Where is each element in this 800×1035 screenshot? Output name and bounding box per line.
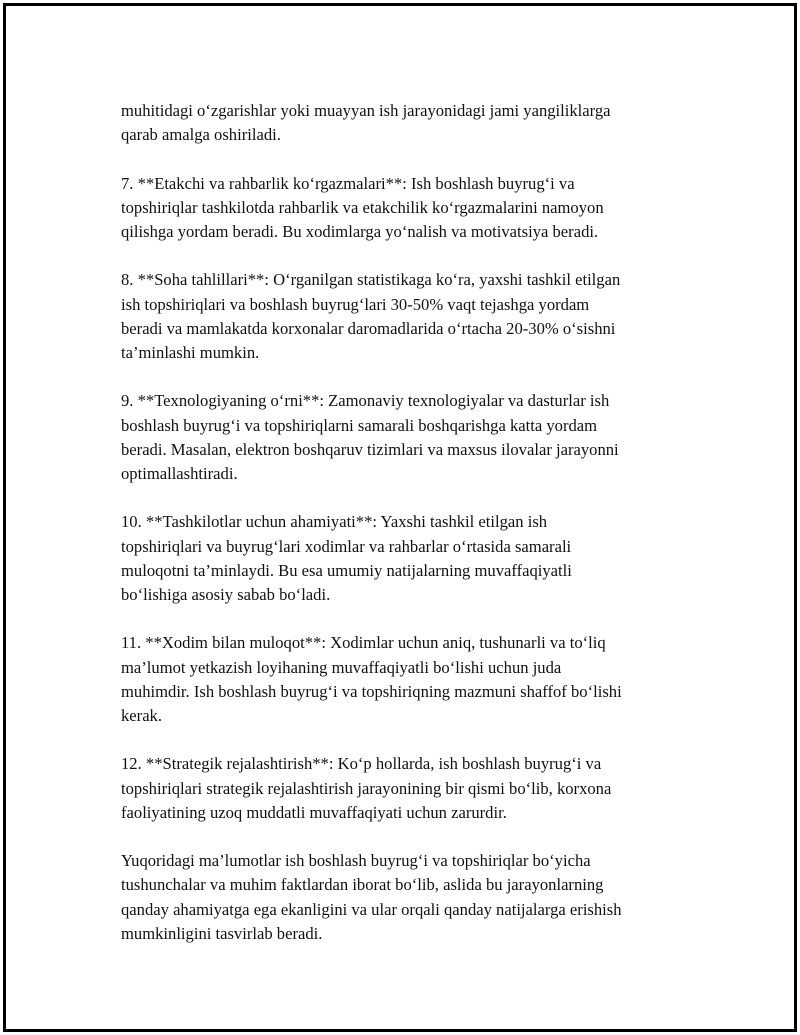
text-line: optimallashtiradi. [121, 464, 238, 483]
paragraph-conclusion [121, 849, 691, 946]
paragraph-item-10 [121, 510, 691, 607]
text-line: boshlash buyrug‘i va topshiriqlarni samarali boshqarishga katta yordam [121, 415, 598, 435]
text-line: qanday ahamiyatga ega ekanligini va ular orqali qanday natijalarga erishish [121, 899, 622, 919]
text-line: kerak. [121, 706, 162, 725]
text-line: 12. **Strategik rejalashtirish**: Ko‘p hollarda, ish boshlash buyrug‘i va [121, 754, 602, 774]
paragraph-continuation [121, 99, 691, 147]
text-line: bo‘lishiga asosiy sabab bo‘ladi. [121, 585, 331, 604]
text-line: qarab amalga oshiriladi. [121, 125, 281, 145]
text-line: mumkinligini tasvirlab beradi. [121, 923, 323, 943]
text-line: 11. **Xodim bilan muloqot**: Xodimlar uchun aniq, tushunarli va to‘liq [121, 633, 606, 653]
text-line: ma’lumot yetkazish loyihaning muvaffaqiyatli bo‘lishi uchun juda [121, 657, 562, 677]
paragraph-item-8 [121, 268, 691, 365]
text-line: faoliyatining uzoq muddatli muvaffaqiyati uchun zarurdir. [121, 802, 507, 822]
text-line: beradi va mamlakatda korxonalar daromadlarida o‘rtacha 20-30% o‘sishni [121, 318, 616, 338]
text-line: tushunchalar va muhim faktlardan iborat bo‘lib, aslida bu jarayonlarning [121, 875, 604, 895]
paragraph-item-7 [121, 172, 691, 245]
paragraph-item-12 [121, 752, 691, 825]
text-line: muhitidagi o‘zgarishlar yoki muayyan ish jarayonidagi jami yangiliklarga [121, 101, 611, 120]
text-line: 7. **Etakchi va rahbarlik ko‘rgazmalari**: Ish boshlash buyrug‘i va [121, 173, 575, 193]
text-line: ish topshiriqlari va boshlash buyrug‘lari 30-50% vaqt tejashga yordam [121, 294, 590, 314]
page-border [3, 3, 797, 1032]
text-line: muloqotni ta’minlaydi. Bu esa umumiy natijalarning muvaffaqiyatli [121, 560, 572, 580]
document-body [121, 99, 691, 970]
text-line: muhimdir. Ish boshlash buyrug‘i va topshiriqning mazmuni shaffof bo‘lishi [121, 681, 622, 701]
text-line: topshiriqlari va buyrug‘lari xodimlar va rahbarlar o‘rtasida samarali [121, 536, 572, 556]
text-line: ta’minlashi mumkin. [121, 343, 260, 362]
text-line: topshiriqlari strategik rejalashtirish jarayonining bir qismi bo‘lib, korxona [121, 778, 612, 798]
text-line: qilishga yordam beradi. Bu xodimlarga yo‘nalish va motivatsiya beradi. [121, 222, 599, 241]
text-line: Yuqoridagi ma’lumotlar ish boshlash buyrug‘i va topshiriqlar bo‘yicha [121, 851, 591, 871]
paragraph-item-11 [121, 631, 691, 728]
text-line: topshiriqlar tashkilotda rahbarlik va etakchilik ko‘rgazmalarini namoyon [121, 197, 604, 217]
paragraph-item-9 [121, 389, 691, 486]
text-line: 9. **Texnologiyaning o‘rni**: Zamonaviy texnologiyalar va dasturlar ish [121, 391, 610, 411]
text-line: 8. **Soha tahlillari**: O‘rganilgan statistikaga ko‘ra, yaxshi tashkil etilgan [121, 270, 621, 290]
text-line: 10. **Tashkilotlar uchun ahamiyati**: Yaxshi tashkil etilgan ish [121, 512, 548, 532]
text-line: beradi. Masalan, elektron boshqaruv tizimlari va maxsus ilovalar jarayonni [121, 439, 619, 459]
